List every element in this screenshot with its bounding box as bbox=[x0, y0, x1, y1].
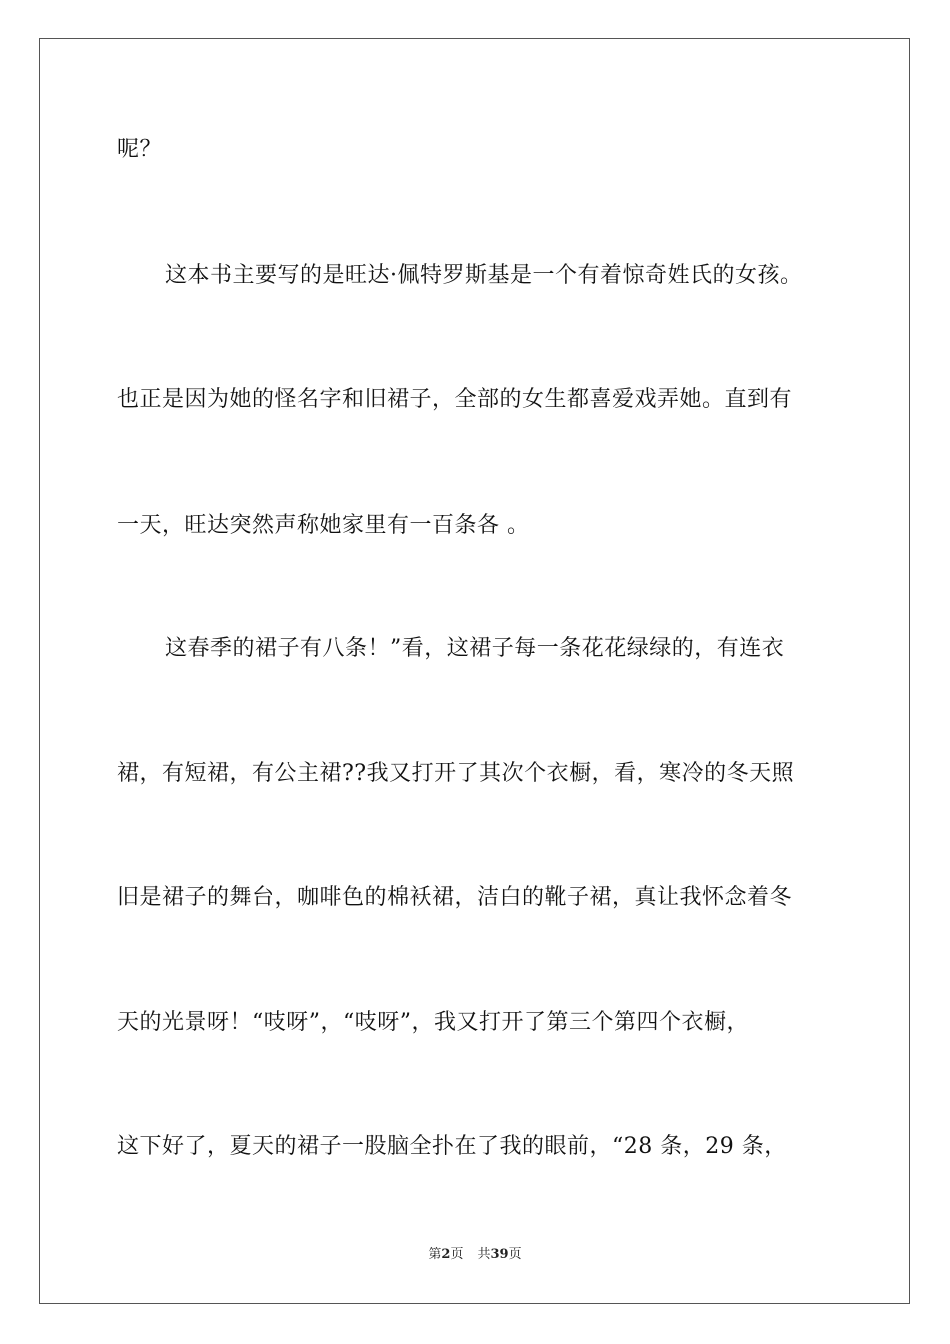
text-line-3: 也正是因为她的怪名字和旧裙子，全部的女生都喜爱戏弄她。直到有 bbox=[117, 387, 793, 412]
text-line-5: 这春季的裙子有八条！”看，这裙子每一条花花绿绿的，有连衣 bbox=[165, 636, 785, 661]
text-line-6: 裙，有短裙，有公主裙??我又打开了其次个衣橱，看，寒冷的冬天照 bbox=[117, 761, 795, 786]
text-line-1: 呢？ bbox=[117, 137, 163, 162]
text-line-4: 一天，旺达突然声称她家里有一百条各 。 bbox=[117, 513, 530, 538]
text-line-8: 天的光景呀！“吱呀”，“吱呀”，我又打开了第三个第四个衣橱， bbox=[117, 1010, 749, 1035]
page-prefix: 第 bbox=[428, 1247, 442, 1262]
total-pages: 39 bbox=[490, 1247, 509, 1262]
page-suffix: 页 bbox=[450, 1247, 464, 1262]
text-line-2: 这本书主要写的是旺达·佩特罗斯基是一个有着惊奇姓氏的女孩。 bbox=[165, 263, 803, 288]
total-suffix: 页 bbox=[508, 1247, 522, 1262]
text-line-7: 旧是裙子的舞台，咖啡色的棉袄裙，洁白的靴子裙，真让我怀念着冬 bbox=[117, 885, 793, 910]
text-line-9: 这下好了，夏天的裙子一股脑全扑在了我的眼前，“28 条，29 条， bbox=[117, 1134, 787, 1159]
page-footer bbox=[0, 1246, 950, 1264]
total-prefix: 共 bbox=[477, 1247, 491, 1262]
page-number: 2 bbox=[441, 1247, 451, 1262]
page-border bbox=[39, 38, 910, 1304]
